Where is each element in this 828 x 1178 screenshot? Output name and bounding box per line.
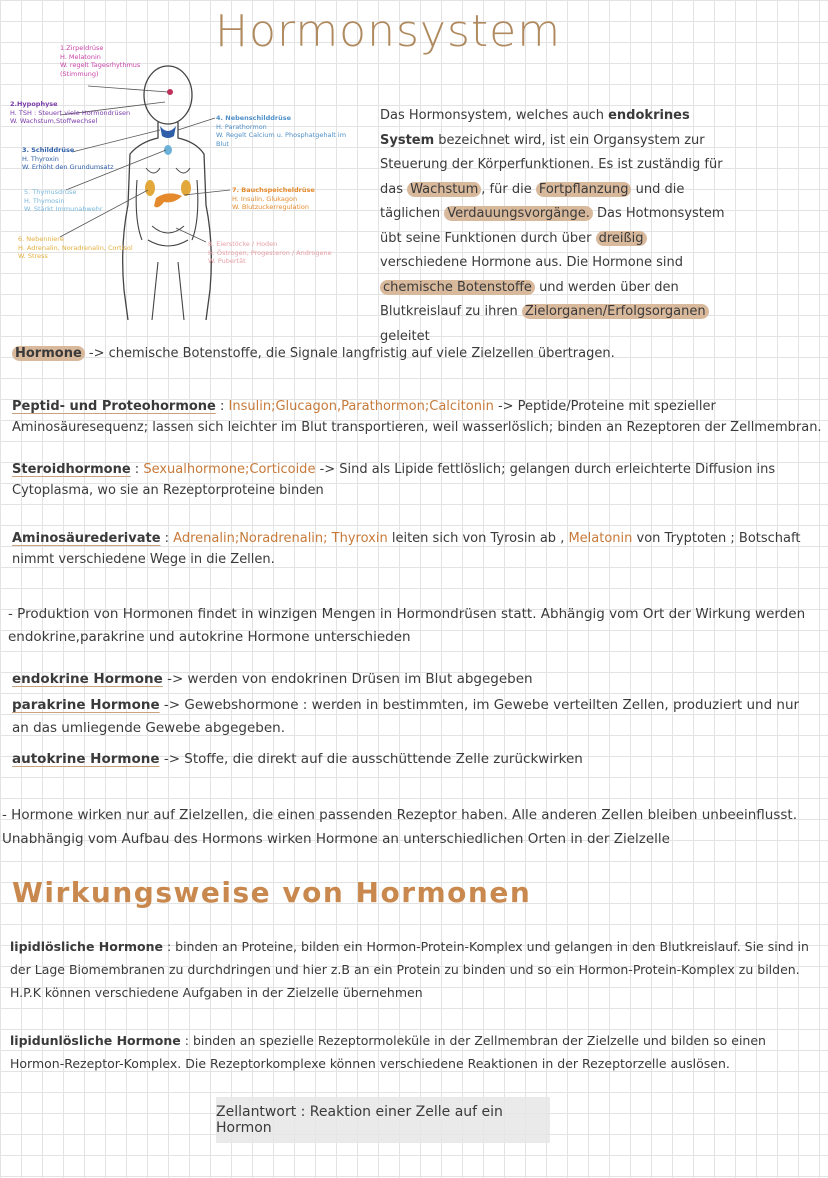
page-title: Hormonsystem: [215, 6, 562, 57]
term-lipidunloeslich: lipidunlösliche Hormone: [10, 1033, 181, 1048]
amino-paragraph: Aminosäurederivate : Adrenalin;Noradrenalin; Thyroxin leiten sich von Tyrosin ab , Melatonin von Tryptoten ; Botschaft nimmt verschiedene Wege in die Zellen.: [12, 531, 801, 567]
intro-paragraph: Das Hormonsystem, welches auch endokrines System bezeichnet wird, ist ein Organsystem zur Steuerung der Körperfunktionen. Es ist zuständig für das Wachstum , für die Fortpflanzung und die täglichen Verdauungsvorgänge. Das Hotmonsystem übt seine Funktionen durch über dreißig verschiedene Hormone aus. Die Hormone sind chemische Botenstoffe und werden über den Blutkreislauf zu ihren Zielorganen/Erfolgsorganen geleitet: [380, 108, 725, 344]
endokrine-paragraph: endokrine Hormone -> werden von endokrinen Drüsen im Blut abgegeben: [12, 671, 533, 687]
label-keimdruesen: 8. Eierstöcke / Hoden H. Östrogen, Progesteron / Androgene W. Pubertät: [208, 240, 332, 265]
term-endokrines-system: endokrines System: [380, 108, 690, 148]
highlight-botenstoffe: chemische Botenstoffe: [380, 280, 535, 295]
target-paragraph: - Hormone wirken nur auf Zielzellen, die einen passenden Rezeptor haben. Alle anderen Zellen bleiben unbeeinflusst. Unabhängig vom Aufbau des Hormons wirken Hormone an unterschiedlichen Orten in der Zielzelle: [2, 807, 798, 847]
label-schilddruese: 3. Schilddrüse H. Thyroxin W. Erhöht den Grundumsatz: [22, 146, 114, 171]
highlight-verdauung: Verdauungsvorgänge.: [444, 206, 593, 221]
highlight-zielorgane: Zielorganen/Erfolgsorganen: [522, 304, 709, 319]
production-paragraph: - Produktion von Hormonen findet in winzigen Mengen in Hormondrüsen statt. Abhängig vom Ort der Wirkung werden endokrine,parakrine und autokrine Hormone unterschieden: [8, 606, 806, 645]
nonlipid-paragraph: lipidunlösliche Hormone : binden an spezielle Rezeptormoleküle in der Zellmembran der Zielzelle und bilden so einen Hormon-Rezeptor-Komplex. Die Rezeptorkomplexe können verschiedene Reaktionen in der Rezeptorzelle auslösen.: [10, 1033, 766, 1071]
hormone-diagram: [0, 30, 350, 330]
term-parakrine: parakrine Hormone: [12, 697, 160, 713]
highlight-fortpflanzung: Fortpflanzung: [536, 182, 632, 197]
term-peptid: Peptid- und Proteohormone: [12, 399, 216, 414]
peptid-paragraph: Peptid- und Proteohormone : Insulin;Glucagon,Parathormon;Calcitonin -> Peptide/Proteine mit spezieller Aminosäuresequenz; lassen sich leichter im Blut transportieren, weil wasserlöslich; binden an Rezeptoren der Zellmembran.: [12, 399, 822, 435]
term-endokrine: endokrine Hormone: [12, 671, 163, 687]
term-autokrine: autokrine Hormone: [12, 751, 160, 767]
section-title: Wirkungsweise von Hormonen: [12, 876, 532, 909]
highlight-wachstum: Wachstum: [407, 182, 481, 197]
body-outline-figure: [0, 30, 350, 330]
term-steroid: Steroidhormone: [12, 462, 131, 477]
term-hormone: Hormone: [12, 346, 85, 361]
term-lipidloeslich: lipidlösliche Hormone: [10, 939, 163, 954]
hormone-definition: Hormone -> chemische Botenstoffe, die Signale langfristig auf viele Zielzellen übertragen.: [12, 343, 817, 364]
label-nebenschilddruese: 4. Nebenschilddrüse H. Parathormon W. Regelt Calcium u. Phosphatgehalt im Blut: [216, 114, 347, 148]
autokrine-paragraph: autokrine Hormone -> Stoffe, die direkt auf die ausschüttende Zelle zurückwirken: [12, 751, 583, 767]
label-hypophyse: 2.Hypophyse H. TSH : Steuert viele Hormondrüsen W. Wachstum,Stoffwechsel: [10, 100, 131, 125]
label-bauchspeicheldruese: 7. Bauchspeicheldrüse H. Insulin, Glukagon W. Blutzuckerregulation: [232, 186, 315, 211]
label-nebenniere: 6. Nebenniere H. Adrenalin, Noradrenalin, Cortisol W. Stress: [18, 235, 133, 260]
zellantwort-box: Zellantwort : Reaktion einer Zelle auf ein Hormon: [216, 1097, 550, 1143]
parakrine-paragraph: parakrine Hormone -> Gewebshormone : werden in bestimmten, im Gewebe verteilten Zellen, produziert und nur an das umliegende Gewebe abgegeben.: [12, 697, 800, 736]
term-amino: Aminosäurederivate: [12, 531, 161, 546]
highlight-dreissig: dreißig: [596, 231, 647, 246]
steroid-paragraph: Steroidhormone : Sexualhormone;Corticoide -> Sind als Lipide fettlöslich; gelangen durch erleichterte Diffusion ins Cytoplasma, wo sie an Rezeptorproteine binden: [12, 462, 776, 498]
lipid-paragraph: lipidlösliche Hormone : binden an Proteine, bilden ein Hormon-Protein-Komplex und gelangen in den Blutkreislauf. Sie sind in der Lage Biomembranen zu durchdringen und hier z.B an ein Protein zu binden und so ein Hormon-Protein-Komplex zu bilden. H.P.K können verschiedene Aufgaben in der Zielzelle übernehmen: [10, 939, 809, 1000]
label-thymusdruese: 5. Thymusdrüse H. Thymosin W. Stärkt Immunabwehr: [24, 188, 103, 213]
label-zirbeldruese: 1.Zirpeldrüse H. Melatonin W. regelt Tagesrhythmus (Stimmung): [60, 44, 141, 78]
